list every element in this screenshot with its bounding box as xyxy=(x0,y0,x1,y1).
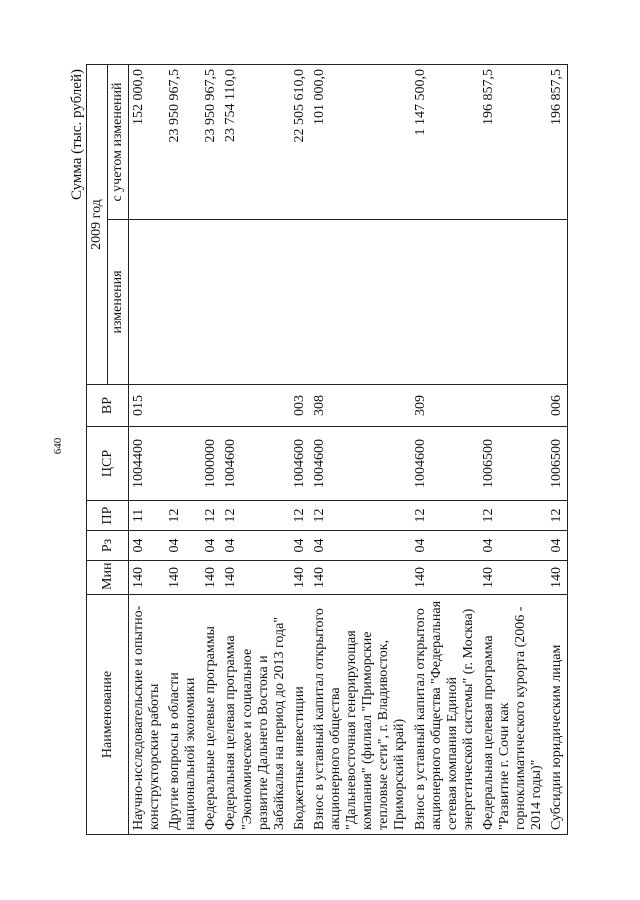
cell-min: 140 xyxy=(310,561,411,595)
cell-pr: 12 xyxy=(165,501,201,531)
cell-with-changes: 23 754 110,0 xyxy=(221,65,289,220)
cell-with-changes: 196 857,5 xyxy=(479,65,547,220)
cell-min: 140 xyxy=(547,561,568,595)
cell-changes xyxy=(221,220,289,385)
rotated-budget-sheet xyxy=(68,65,588,835)
units-label: Сумма (тыс. рублей) xyxy=(69,69,85,201)
cell-csr: 1000000 xyxy=(201,427,221,501)
cell-pr: 12 xyxy=(201,501,221,531)
header-changes: изменения xyxy=(108,220,129,385)
header-vr: ВР xyxy=(87,385,129,427)
cell-rz: 04 xyxy=(479,531,547,561)
cell-with-changes: 23 950 967,5 xyxy=(165,65,201,220)
cell-rz: 04 xyxy=(411,531,479,561)
cell-pr: 12 xyxy=(479,501,547,531)
cell-vr: 006 xyxy=(547,385,568,427)
cell-with-changes: 23 950 967,5 xyxy=(201,65,221,220)
header-year: 2009 год xyxy=(87,65,108,385)
cell-changes xyxy=(165,220,201,385)
cell-changes xyxy=(129,220,166,385)
cell-csr: 1006500 xyxy=(547,427,568,501)
table-row xyxy=(290,65,310,835)
cell-rz: 04 xyxy=(290,531,310,561)
cell-name: Федеральная целевая программа "Развитие г. Сочи как горноклиматического курорта (2006 - 2014 годы)" xyxy=(479,595,547,835)
table-row xyxy=(479,65,547,835)
header-name: Наименование xyxy=(87,595,129,835)
cell-vr: 309 xyxy=(411,385,479,427)
cell-vr: 308 xyxy=(310,385,411,427)
cell-name: Субсидии юридическим лицам xyxy=(547,595,568,835)
header-pr: ПР xyxy=(87,501,129,531)
cell-min: 140 xyxy=(129,561,166,595)
cell-rz: 04 xyxy=(547,531,568,561)
table-row xyxy=(221,65,289,835)
cell-with-changes: 1 147 500,0 xyxy=(411,65,479,220)
cell-name: Федеральные целевые программы xyxy=(201,595,221,835)
cell-csr: 1004400 xyxy=(129,427,166,501)
table-row xyxy=(411,65,479,835)
cell-min: 140 xyxy=(221,561,289,595)
cell-name: Другие вопросы в области национальной экономики xyxy=(165,595,201,835)
header-min: Мин xyxy=(87,561,129,595)
cell-vr xyxy=(201,385,221,427)
header-csr: ЦСР xyxy=(87,427,129,501)
cell-with-changes: 152 000,0 xyxy=(129,65,166,220)
cell-rz: 04 xyxy=(221,531,289,561)
cell-min: 140 xyxy=(479,561,547,595)
cell-pr: 12 xyxy=(411,501,479,531)
cell-name: Взнос в уставный капитал открытого акционерного общества "Федеральная сетевая компания Единой энергетической системы" (г. Москва) xyxy=(411,595,479,835)
cell-pr: 11 xyxy=(129,501,166,531)
cell-vr xyxy=(221,385,289,427)
table-row xyxy=(310,65,411,835)
table-row xyxy=(547,65,568,835)
cell-name: Бюджетные инвестиции xyxy=(290,595,310,835)
cell-vr xyxy=(479,385,547,427)
cell-pr: 12 xyxy=(221,501,289,531)
cell-changes xyxy=(479,220,547,385)
cell-min: 140 xyxy=(411,561,479,595)
cell-changes xyxy=(411,220,479,385)
cell-csr: 1004600 xyxy=(290,427,310,501)
cell-csr xyxy=(165,427,201,501)
header-rz: Рз xyxy=(87,531,129,561)
cell-min: 140 xyxy=(290,561,310,595)
cell-changes xyxy=(201,220,221,385)
cell-changes xyxy=(310,220,411,385)
cell-vr: 003 xyxy=(290,385,310,427)
cell-csr: 1004600 xyxy=(310,427,411,501)
table-row xyxy=(201,65,221,835)
cell-changes xyxy=(290,220,310,385)
cell-pr: 12 xyxy=(290,501,310,531)
cell-name: Федеральная целевая программа "Экономическое и социальное развитие Дальнего Востока и Забайкалья на период до 2013 года" xyxy=(221,595,289,835)
cell-pr: 12 xyxy=(310,501,411,531)
cell-min: 140 xyxy=(201,561,221,595)
table-row xyxy=(165,65,201,835)
cell-name: Научно-исследовательские и опытно-конструкторские работы xyxy=(129,595,166,835)
cell-min: 140 xyxy=(165,561,201,595)
table-row xyxy=(129,65,166,835)
cell-csr: 1004600 xyxy=(221,427,289,501)
cell-vr xyxy=(165,385,201,427)
cell-csr: 1006500 xyxy=(479,427,547,501)
cell-with-changes: 22 505 610,0 xyxy=(290,65,310,220)
header-with-changes: с учетом изменений xyxy=(108,65,129,220)
budget-table xyxy=(86,64,568,835)
cell-rz: 04 xyxy=(201,531,221,561)
cell-changes xyxy=(547,220,568,385)
cell-rz: 04 xyxy=(310,531,411,561)
cell-rz: 04 xyxy=(165,531,201,561)
cell-pr: 12 xyxy=(547,501,568,531)
cell-name: Взнос в уставный капитал открытого акционерного общества "Дальневосточная генерирующая компания" (филиал "Приморские тепловые сети", г. Владивосток, Приморский край) xyxy=(310,595,411,835)
cell-rz: 04 xyxy=(129,531,166,561)
cell-vr: 015 xyxy=(129,385,166,427)
cell-with-changes: 196 857,5 xyxy=(547,65,568,220)
cell-csr: 1004600 xyxy=(411,427,479,501)
cell-with-changes: 101 000,0 xyxy=(310,65,411,220)
page-number: 640 xyxy=(52,437,64,455)
